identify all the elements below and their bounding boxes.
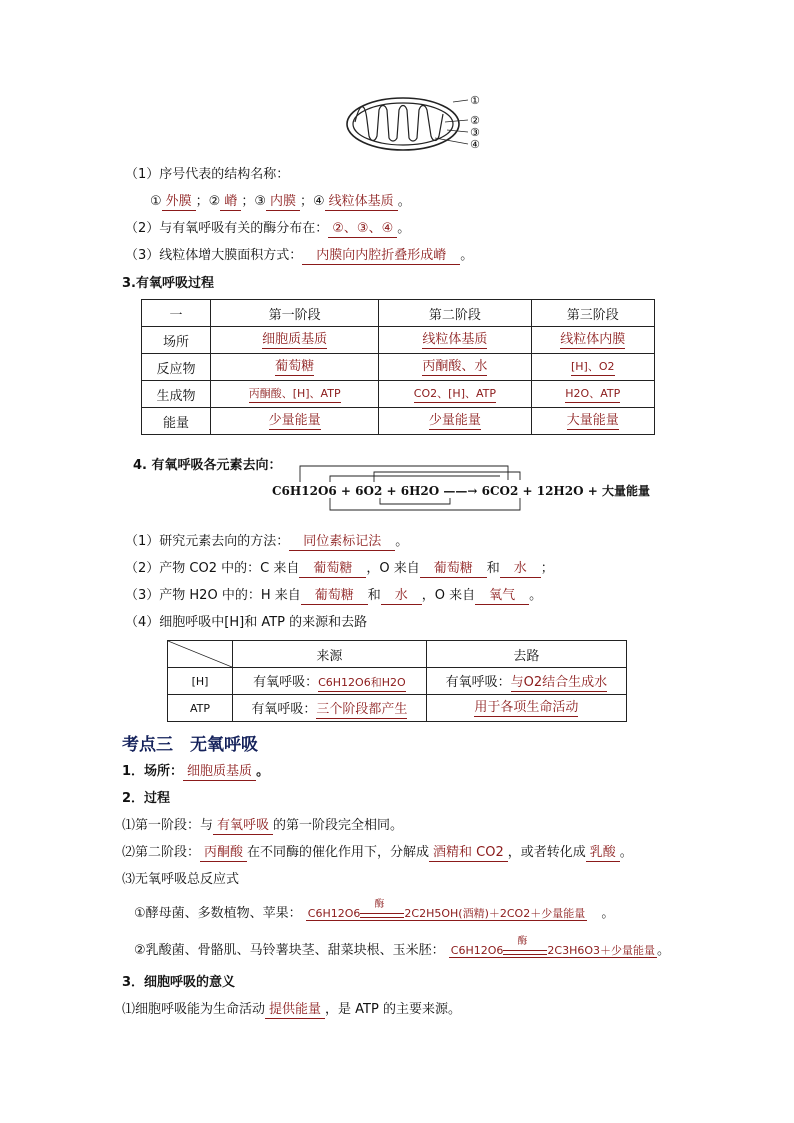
table-corner bbox=[168, 641, 233, 668]
reaction-lactic: ②乳酸菌、骨骼肌、马铃薯块茎、甜菜块根、玉米胚： C6H12O6 酶 2C3H6O3＋少量能量 。 bbox=[134, 936, 671, 958]
process-step-2: ⑵第二阶段： 丙酮酸 在不同酶的催化作用下，分解成 酒精和 CO2 ，或者转化成 乳酸 。 bbox=[122, 845, 633, 860]
answer-h-source-2: 水 bbox=[381, 587, 422, 605]
table-header: 第二阶段 bbox=[379, 300, 531, 327]
table-row bbox=[142, 327, 655, 354]
reaction-yeast-formula: C6H12O6 酶 2C2H5OH(酒精)＋2CO2＋少量能量 bbox=[307, 899, 586, 920]
table-cell: 线粒体内膜 bbox=[560, 332, 626, 347]
answer-c-source: 葡萄糖 bbox=[299, 560, 366, 578]
heading-aerobic-process: 3.有氧呼吸过程 bbox=[122, 276, 214, 291]
answer-membrane-area: 内膜向内腔折叠形成嵴 bbox=[302, 247, 460, 265]
table-header: 来源 bbox=[233, 641, 427, 668]
heading-significance: 3．细胞呼吸的意义 bbox=[122, 975, 236, 990]
process-step-3: ⑶无氧呼吸总反应式 bbox=[122, 872, 240, 887]
aerobic-equation: C6H12O6 + 6O2 + 6H2O ——→ 6CO2 + 12H2O + 大量能量 bbox=[272, 484, 650, 498]
table-row bbox=[168, 695, 627, 722]
answer-lactate: 乳酸 bbox=[586, 844, 620, 862]
diagram-label-2: ② bbox=[470, 114, 480, 127]
table-cell: 有氧呼吸：C6H12O6和H2O bbox=[233, 668, 427, 695]
element-q2: （2）产物 CO2 中的：C 来自 葡萄糖 ，O 来自 葡萄糖 和 水 ； bbox=[125, 561, 554, 576]
table-row bbox=[142, 408, 655, 435]
table-row bbox=[142, 300, 655, 327]
question-2: （2）与有氧呼吸有关的酶分布在： ②、③、④ 。 bbox=[125, 221, 411, 236]
heading-element-flow: 4. 有氧呼吸各元素去向： bbox=[133, 458, 282, 473]
table-cell: 细胞质基质 bbox=[262, 332, 328, 347]
table-cell: 线粒体基质 bbox=[422, 332, 488, 347]
question-3: （3）线粒体增大膜面积方式： 内膜向内腔折叠形成嵴 。 bbox=[125, 248, 474, 263]
table-cell: 能量 bbox=[142, 408, 211, 435]
answer-o-source-2: 水 bbox=[500, 560, 541, 578]
answer-enzymes: ②、③、④ bbox=[328, 220, 397, 238]
table-row bbox=[168, 668, 627, 695]
element-q4: （4）细胞呼吸中[H]和 ATP 的来源和去路 bbox=[125, 615, 368, 630]
table-cell: CO2、[H]、ATP bbox=[414, 385, 496, 403]
answer-energy: 提供能量 bbox=[265, 1001, 325, 1019]
mitochondrion-diagram bbox=[335, 92, 495, 157]
answer-step1: 有氧呼吸 bbox=[213, 817, 273, 835]
reaction-lactic-formula: C6H12O6 酶 2C3H6O3＋少量能量 bbox=[450, 936, 656, 957]
table-cell: 用于各项生命活动 bbox=[426, 695, 626, 722]
table-cell: 反应物 bbox=[142, 354, 211, 381]
heading-process: 2．过程 bbox=[122, 791, 171, 806]
table-row bbox=[142, 354, 655, 381]
question-1-answers: ① 外膜 ；② 嵴 ；③ 内膜 ；④ 线粒体基质 。 bbox=[150, 194, 411, 209]
table-cell: 生成物 bbox=[142, 381, 211, 408]
stage-table bbox=[141, 299, 655, 435]
table-cell: 丙酮酸、水 bbox=[422, 359, 488, 374]
element-q3: （3）产物 H2O 中的：H 来自 葡萄糖 和 水 ，O 来自 氧气 。 bbox=[125, 588, 543, 603]
answer-method: 同位素标记法 bbox=[289, 533, 395, 551]
answer-matrix: 线粒体基质 bbox=[325, 193, 398, 211]
answer-pyruvate: 丙酮酸 bbox=[200, 844, 247, 862]
table-cell: [H] bbox=[168, 668, 233, 695]
section-title: 考点三 无氧呼吸 bbox=[122, 735, 258, 755]
answer-location: 细胞质基质 bbox=[183, 763, 256, 781]
answer-alcohol: 酒精和 CO2 bbox=[429, 844, 508, 862]
diagram-label-1: ① bbox=[470, 94, 480, 107]
table-cell: 大量能量 bbox=[566, 413, 619, 428]
process-step-1: ⑴第一阶段：与 有氧呼吸 的第一阶段完全相同。 bbox=[122, 818, 404, 833]
table-cell: ATP bbox=[168, 695, 233, 722]
significance-1: ⑴细胞呼吸能为生命活动 提供能量 ，是 ATP 的主要来源。 bbox=[122, 1002, 461, 1017]
answer-h-source-1: 葡萄糖 bbox=[301, 587, 368, 605]
table-cell: 场所 bbox=[142, 327, 211, 354]
question-1: （1）序号代表的结构名称： bbox=[125, 167, 290, 182]
table-header: 去路 bbox=[426, 641, 626, 668]
answer-inner-membrane: 内膜 bbox=[266, 193, 300, 211]
table-cell: 葡萄糖 bbox=[275, 359, 315, 374]
h-atp-table bbox=[167, 640, 627, 722]
table-cell: [H]、O2 bbox=[571, 358, 615, 376]
table-cell: H2O、ATP bbox=[565, 385, 620, 403]
table-cell: 少量能量 bbox=[428, 413, 481, 428]
table-cell: 有氧呼吸：与O2结合生成水 bbox=[426, 668, 626, 695]
element-q1: （1）研究元素去向的方法： 同位素标记法 。 bbox=[125, 534, 409, 549]
diagram-label-4: ④ bbox=[470, 138, 480, 151]
table-cell: 有氧呼吸：三个阶段都产生 bbox=[233, 695, 427, 722]
table-header: 一 bbox=[142, 300, 211, 327]
table-header: 第三阶段 bbox=[531, 300, 655, 327]
table-header: 第一阶段 bbox=[211, 300, 379, 327]
reaction-yeast: ①酵母菌、多数植物、苹果： C6H12O6 酶 2C2H5OH(酒精)＋2CO2＋少量能量 。 bbox=[134, 899, 615, 921]
answer-cristae: 嵴 bbox=[220, 193, 241, 211]
answer-o-source-1: 葡萄糖 bbox=[420, 560, 487, 578]
table-cell: 少量能量 bbox=[268, 413, 321, 428]
table-cell: 丙酮酸、[H]、ATP bbox=[249, 385, 341, 403]
answer-outer-membrane: 外膜 bbox=[162, 193, 196, 211]
anaerobic-location: 1．场所： 细胞质基质 。 bbox=[122, 764, 270, 779]
table-row bbox=[142, 381, 655, 408]
diagram-label-3: ③ bbox=[470, 126, 480, 139]
answer-o-source: 氧气 bbox=[475, 587, 529, 605]
table-row bbox=[168, 641, 627, 668]
